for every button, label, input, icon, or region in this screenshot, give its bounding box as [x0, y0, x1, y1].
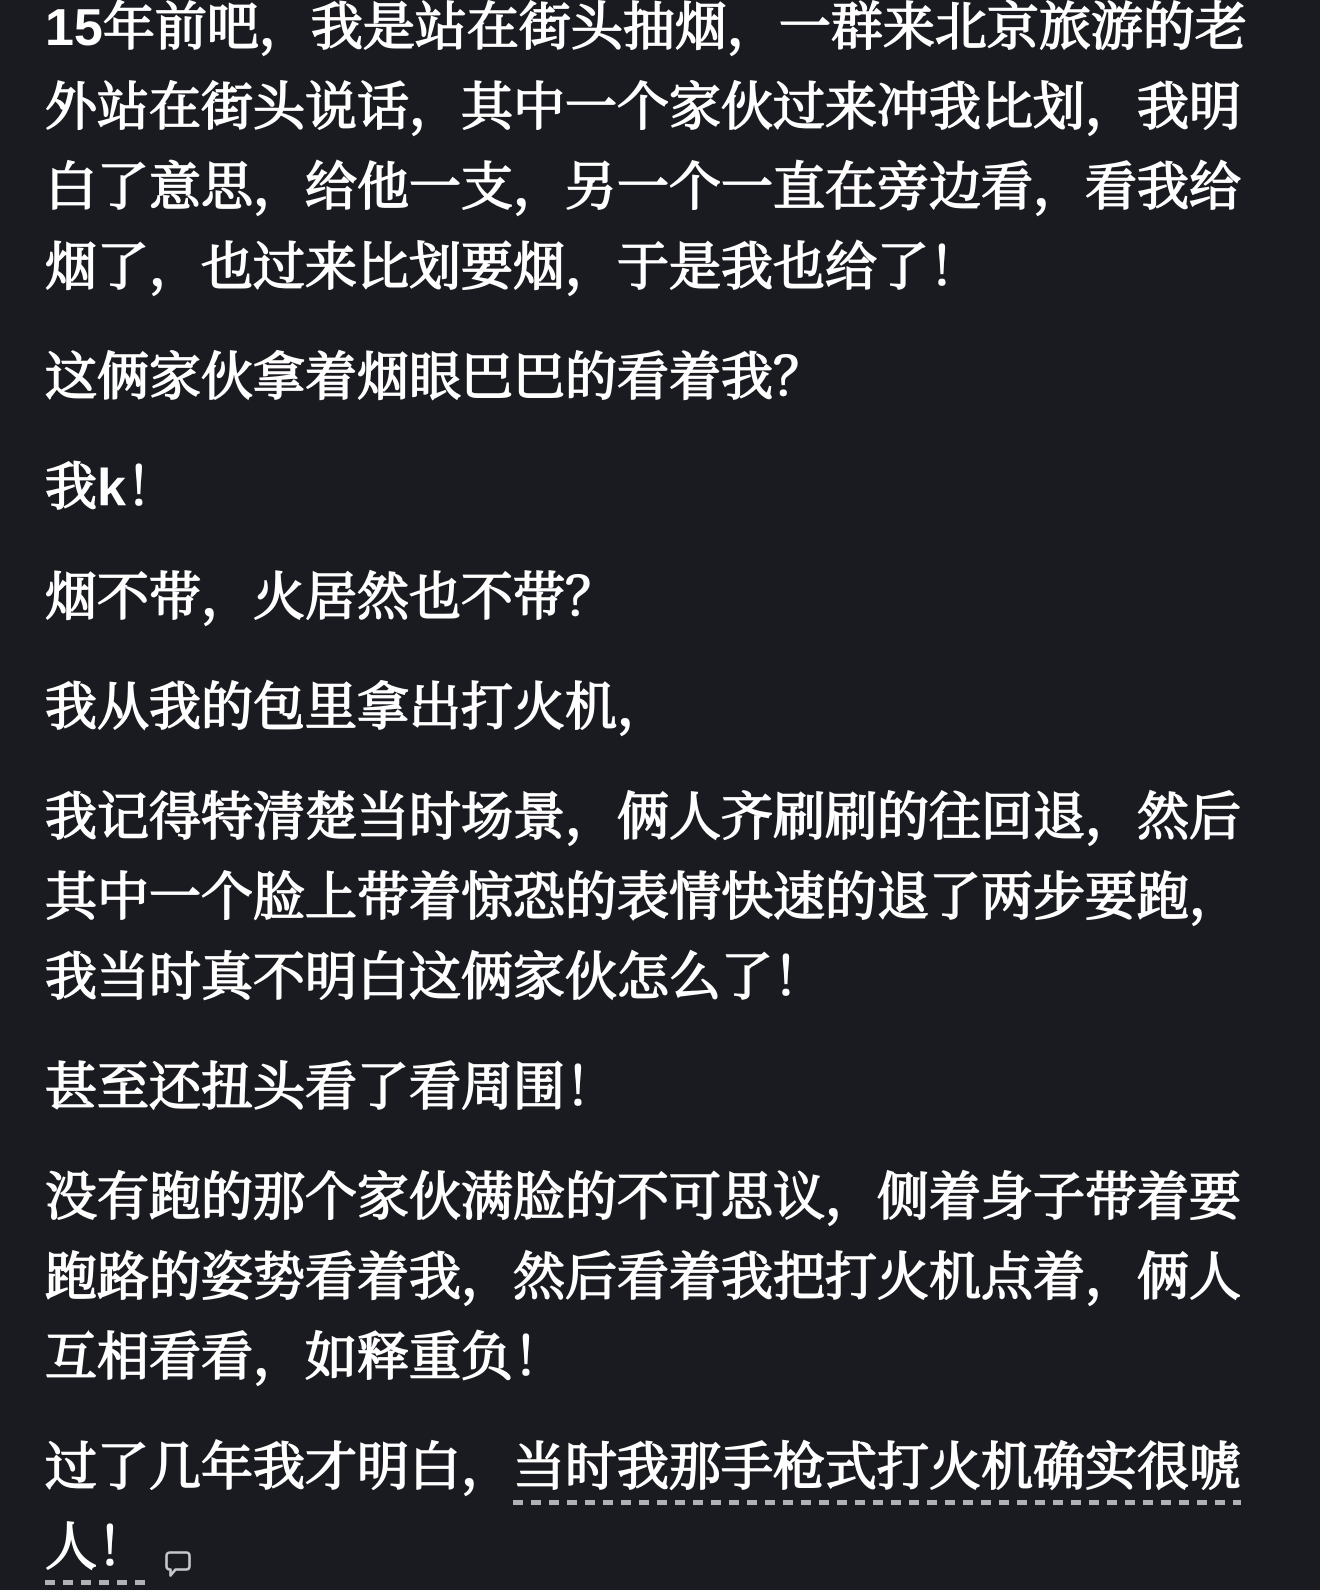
paragraph-4 [45, 558, 1280, 638]
text-line [45, 1508, 1280, 1588]
text-line: 我k！ [45, 459, 178, 517]
text-line: 我从我的包里拿出打火机， [45, 679, 670, 737]
paragraph-2 [45, 338, 1280, 418]
comment-icon[interactable] [163, 1548, 193, 1579]
text-line: 外站在街头说话，其中一个家伙过来冲我比划，我明 [45, 79, 1242, 137]
paragraph-7 [45, 1048, 1280, 1128]
paragraph-5 [45, 668, 1280, 748]
paragraph-8 [45, 1158, 1280, 1398]
text-line: 烟不带，火居然也不带？ [45, 569, 618, 627]
text-line: 15年前吧，我是站在街头抽烟，一群来北京旅游的老 [45, 0, 1247, 57]
text-line: 我当时真不明白这俩家伙怎么了！ [45, 949, 826, 1007]
paragraph-1 [45, 0, 1280, 308]
paragraph-6 [45, 778, 1280, 1018]
text-line: 跑路的姿势看着我，然后看着我把打火机点着，俩人 [45, 1249, 1242, 1307]
search-highlighted-text: 人！ [45, 1519, 149, 1585]
text-line [45, 1428, 1280, 1508]
text-line: 其中一个脸上带着惊恐的表情快速的退了两步要跑， [45, 869, 1242, 927]
text-line: 这俩家伙拿着烟眼巴巴的看着我？ [45, 349, 826, 407]
search-highlighted-text: 当时我那手枪式打火机确实很唬 [513, 1439, 1241, 1505]
text-line: 互相看看，如释重负！ [45, 1329, 566, 1387]
paragraph-3 [45, 448, 1280, 528]
text-line: 烟了，也过来比划要烟，于是我也给了！ [45, 239, 982, 297]
text-line: 白了意思，给他一支，另一个一直在旁边看，看我给 [45, 159, 1242, 217]
text-line: 我记得特清楚当时场景，俩人齐刷刷的往回退，然后 [45, 789, 1242, 847]
text-segment: 过了几年我才明白， [45, 1439, 514, 1497]
paragraph-9 [45, 1428, 1280, 1588]
text-line: 甚至还扭头看了看周围！ [45, 1059, 618, 1117]
text-line: 没有跑的那个家伙满脸的不可思议，侧着身子带着要 [45, 1169, 1242, 1227]
